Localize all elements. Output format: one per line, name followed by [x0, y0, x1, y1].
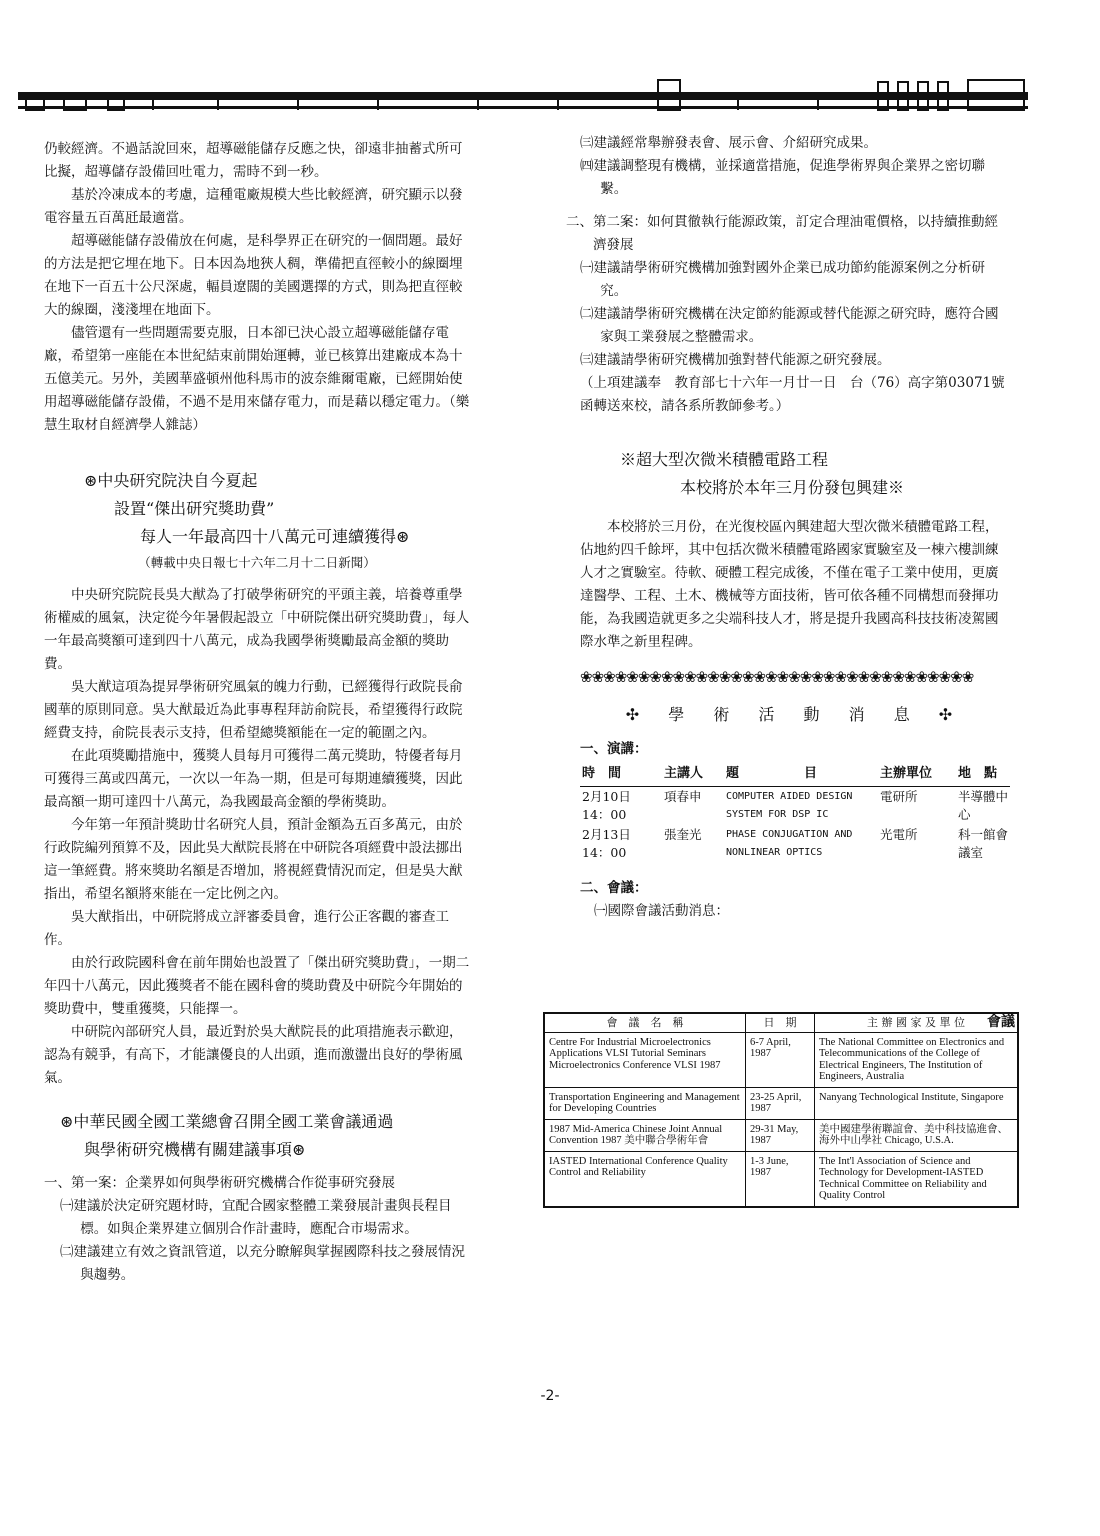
lecture-row: [580, 787, 1010, 826]
conf-date: 29-31 May, 1987: [746, 1119, 815, 1151]
top-item-1: ㈢建議經常舉辦發表會、展示會、介紹研究成果。: [580, 135, 877, 151]
award-paragraph-1: 中央研究院院長吳大猷為了打破學術研究的平頭主義，培養尊重學術權威的風氣，決定從今年暑假起設立「中研院傑出研究獎助費」，每人一年最高獎額可達到四十八萬元，成為我國學術獎勵最高金額的獎助費。: [44, 587, 470, 672]
top-item-6: ㈢建議請學術研究機構加強對替代能源之研究發展。: [580, 352, 891, 368]
lecture-header-topic: 題 目: [724, 761, 878, 787]
meeting-subheading: ㈠國際會議活動消息：: [594, 903, 729, 919]
ornament-divider: ❀❀❀❀❀❀❀❀❀❀❀❀❀❀❀❀❀❀❀❀❀❀❀❀❀❀❀❀❀❀❀❀❀❀: [580, 668, 974, 686]
right-column: [566, 132, 1010, 923]
conf-header-name: 會 議 名 稱: [544, 1013, 746, 1032]
lecture-topic: PHASE CONJUGATION AND NONLINEAR OPTICS: [726, 829, 853, 858]
award-title-line-2: 設置“傑出研究獎助費”: [114, 499, 275, 518]
intro-paragraph-3: 超導磁能儲存設備放在何處，是科學界正在研究的一個問題。最好的方法是把它埋在地下。日本因為地狹人稠，準備把直徑較小的線圈埋在地下一百五十公尺深處，輻員遼闊的美國選擇的方式，則為把直徑較大的線圈，淺淺埋在地面下。: [44, 233, 463, 318]
lecture-speaker: 張奎光: [664, 827, 702, 842]
award-paragraph-6: 由於行政院國科會在前年開始也設置了「傑出研究獎助費」，一期二年四十八萬元，因此獲獎者不能在國科會的獎助費及中研院今年開始的獎助費中，雙重獲獎，只能擇一。: [44, 955, 470, 1017]
conference-row: [544, 1087, 1018, 1119]
vlsi-title-line-1: ※超大型次微米積體電路工程: [620, 450, 829, 469]
left-column: [44, 138, 470, 1287]
intro-paragraph-1: 仍較經濟。不過話說回來，超導磁能儲存反應之快，卻遠非抽蓄式所可比擬，超導儲存設備回吐電力，需時不到一秒。: [44, 141, 463, 180]
conf-header-org: 主 辦 國 家 及 單 位: [815, 1013, 1019, 1032]
award-title-line-1: ⊛中央研究院決自今夏起: [84, 471, 258, 490]
lecture-row: [580, 825, 1010, 863]
conference-table: [543, 1012, 1019, 1208]
lecture-place: 科一館會議室: [958, 827, 1009, 860]
vlsi-paragraph: 本校將於三月份，在光復校區內興建超大型次微米積體電路工程，佔地約四千餘坪，其中包括次微米積體電路國家實驗室及一棟六樓訓練人才之實驗室。待軟、硬體工程完成後，不僅在電子工業中使用，更廣達醫學、工程、土木、機械等方面技術，皆可依各種不同構想而發揮功能，為我國造就更多之尖端科技人才，將是提升我國高科技技術凌駕國際水準之新里程碑。: [580, 519, 999, 650]
conf-date: 1-3 June, 1987: [746, 1151, 815, 1207]
industry-item-2: ㈠建議於決定研究題材時，宜配合國家整體工業發展計畫與長程目標。如與企業界建立個別合作計畫時，應配合市場需求。: [60, 1198, 452, 1237]
conf-org: The Int'l Association of Science and Technology for Development-IASTED Technical Committee on Reliability and Quality Control: [815, 1151, 1019, 1207]
lecture-header-place: 地 點: [956, 761, 1010, 787]
top-item-5: ㈡建議請學術研究機構在決定節約能源或替代能源之研究時，應符合國家與工業發展之整體需求。: [580, 306, 999, 345]
lecture-time: 2月10日 14：00: [582, 789, 631, 822]
award-paragraph-4: 今年第一年預計獎助廿名研究人員，預計金額為五百多萬元，由於行政院編列預算不及，因此吳大猷院長將在中研院各項經費中設法挪出這一筆經費。將來獎助名額是否增加，將視經費情況而定，但是吳大猷指出，希望名額將來能在一定比例之內。: [44, 817, 463, 902]
award-title-line-3: 每人一年最高四十八萬元可連續獲得⊛: [140, 527, 410, 546]
intro-paragraph-4: 儘管還有一些問題需要克服，日本卻已決心設立超導磁能儲存電廠，希望第一座能在本世紀結束前開始運轉，並已核算出建廠成本為十五億美元。另外，美國華盛頓州他科馬市的波奈維爾電廠，已經開始使用超導磁能儲存設備，不過不是用來儲存電力，而是藉以穩定電力。（樂慧生取材自經濟學人雜誌）: [44, 325, 470, 433]
industry-title-line-2: 與學術研究機構有關建議事項⊛: [84, 1140, 306, 1159]
lecture-table: [580, 761, 1010, 863]
vlsi-title-line-2: 本校將於本年三月份發包興建※: [680, 478, 905, 497]
meeting-heading: 二、會議：: [580, 880, 648, 896]
conf-header-date: 日 期: [746, 1013, 815, 1032]
top-item-note: （上項建議奉 教育部七十六年一月廿一日 台（76）高字第03071號函轉送來校，請各系所教師參考。）: [580, 375, 1005, 414]
conf-date: 23-25 April, 1987: [746, 1087, 815, 1119]
conf-name: Centre For Industrial Microelectronics Applications VLSI Tutorial Seminars Microelectronics Conference VLSI 1987: [544, 1032, 746, 1087]
industry-title-line-1: ⊛中華民國全國工業總會召開全國工業會議通過: [60, 1112, 394, 1131]
lecture-place: 半導體中心: [958, 789, 1009, 822]
conf-org: Nanyang Technological Institute, Singapore: [815, 1087, 1019, 1119]
lecture-host: 光電所: [880, 827, 918, 842]
lecture-heading: 一、演講：: [580, 741, 648, 757]
conference-row: [544, 1032, 1018, 1087]
lecture-time: 2月13日 14：00: [582, 827, 631, 860]
lecture-header-speaker: 主講人: [662, 761, 724, 787]
award-paragraph-5: 吳大猷指出，中研院將成立評審委員會，進行公正客觀的審查工作。: [44, 909, 449, 948]
lecture-host: 電研所: [880, 789, 918, 804]
conf-name: Transportation Engineering and Management for Developing Countries: [544, 1087, 746, 1119]
conf-name: IASTED International Conference Quality Control and Reliability: [544, 1151, 746, 1207]
page-number: -2-: [540, 1388, 560, 1404]
industry-item-1: 一、第一案：企業界如何與學術研究機構合作從事研究發展: [44, 1175, 395, 1191]
top-item-4: ㈠建議請學術研究機構加強對國外企業已成功節約能源案例之分析研究。: [580, 260, 985, 299]
header-frieze: [18, 78, 1028, 118]
lecture-header-time: 時 間: [580, 761, 662, 787]
lecture-header-host: 主辦單位: [878, 761, 956, 787]
conference-row: [544, 1119, 1018, 1151]
award-paragraph-7: 中研院內部研究人員，最近對於吳大猷院長的此項措施表示歡迎，認為有競爭，有高下，才能讓優良的人出頭，進而激盪出良好的學術風氣。: [44, 1024, 463, 1086]
lecture-topic: COMPUTER AIDED DESIGN SYSTEM FOR DSP IC: [726, 791, 853, 820]
award-source: （轉載中央日報七十六年二月十二日新聞）: [138, 555, 376, 570]
activity-title: ✣ 學 術 活 動 消 息 ✣: [625, 705, 965, 724]
conference-row: [544, 1151, 1018, 1207]
intro-paragraph-2: 基於冷凍成本的考慮，這種電廠規模大些比較經濟，研究顯示以發電容量五百萬瓩最適當。: [44, 187, 463, 226]
top-item-2: ㈣建議調整現有機構，並採適當措施，促進學術界與企業界之密切聯繫。: [580, 158, 985, 197]
industry-item-3: ㈡建議建立有效之資訊管道，以充分瞭解與掌握國際科技之發展情況與趨勢。: [60, 1244, 465, 1283]
conf-date: 6-7 April, 1987: [746, 1032, 815, 1087]
lecture-speaker: 項春申: [664, 789, 702, 804]
conf-org: 美中國建學術聯誼會、美中科技協進會、海外中山學社 Chicago, U.S.A.: [815, 1119, 1019, 1151]
award-paragraph-2: 吳大猷這項為提昇學術研究風氣的魄力行動，已經獲得行政院長俞國華的原則同意。吳大猷最近為此事專程拜訪俞院長，希望獲得行政院經費支持，俞院長表示支持，但希望總獎額能在一定的範圍之內。: [44, 679, 463, 741]
conf-name: 1987 Mid-America Chinese Joint Annual Convention 1987 美中聯合學術年會: [544, 1119, 746, 1151]
award-paragraph-3: 在此項獎勵措施中，獲獎人員每月可獲得二萬元獎助，特優者每月可獲得三萬或四萬元，一次以一年為一期，但是可每期連續獲獎，因此最高額一期可達四十八萬元，為我國最高金額的學術獎助。: [44, 748, 463, 810]
meeting-stamp: 會議: [987, 1014, 1015, 1030]
conf-org: The National Committee on Electronics and Telecommunications of the College of Electrical Engineers, The Institution of Engineers, Australia: [815, 1032, 1019, 1087]
top-item-3: 二、第二案：如何貫徹執行能源政策，訂定合理油電價格，以持續推動經濟發展: [566, 214, 998, 253]
